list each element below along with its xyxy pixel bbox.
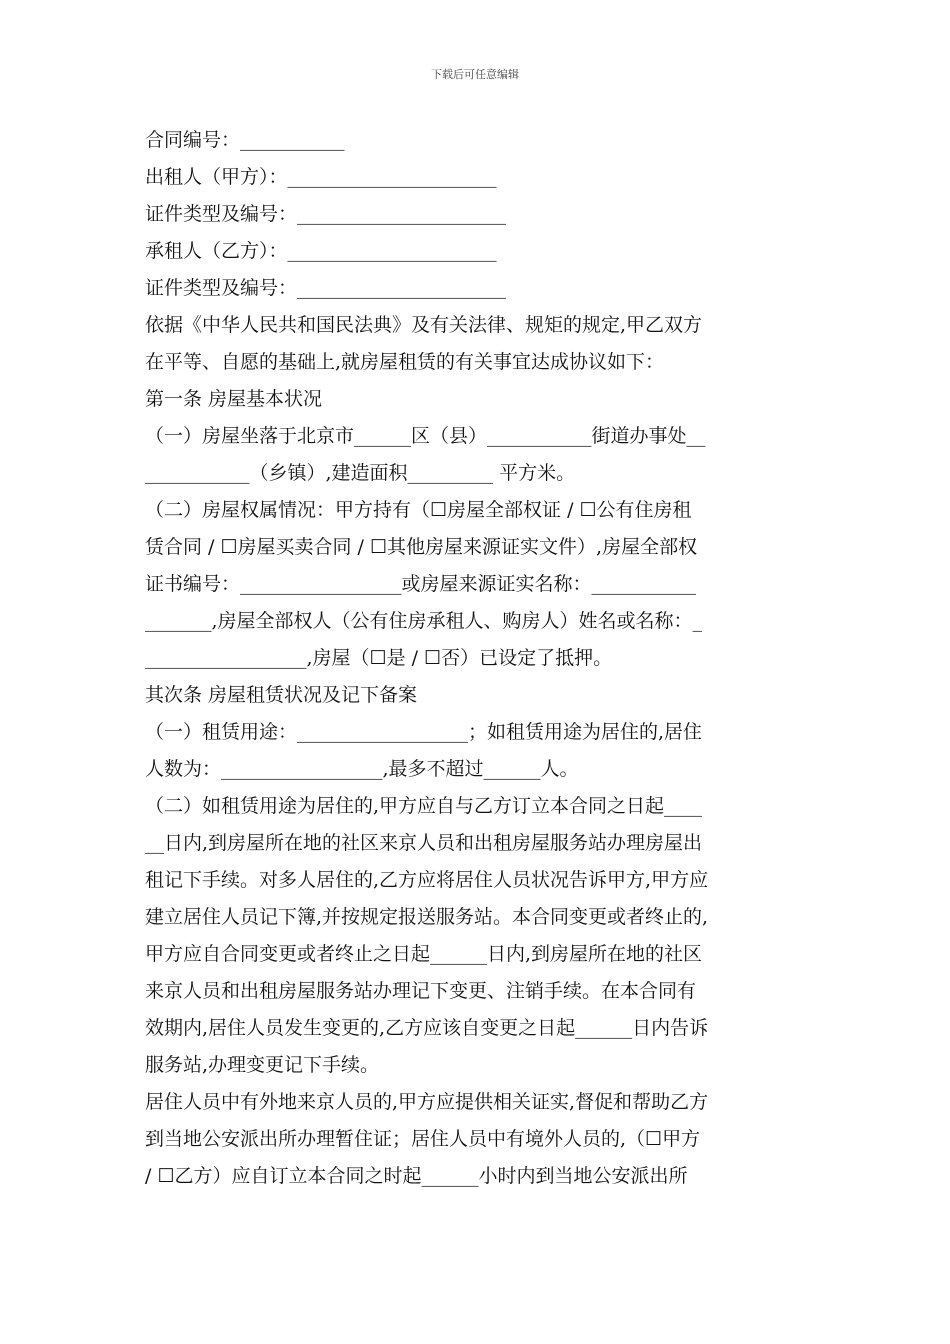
text-line: 依据《中华人民共和国民法典》及有关法律、规矩的规定,甲乙双方 [145,314,703,336]
text-line: ___________（乡镇）,建造面积_________ 平方米。 [145,462,576,484]
lessee-line: 承租人（乙方）：______________________ [145,240,497,262]
text-line: （二）如租赁用途为居住的,甲方应自与乙方订立本合同之日起____ [145,795,703,817]
text-line: （一）房屋坐落于北京市______区（县）___________街道办事处__ [145,425,706,447]
text-line: 证书编号：_________________或房屋来源证实名称：___________ [145,573,697,595]
contract-number-line: 合同编号：___________ [145,129,345,151]
text-line: 甲方应自合同变更或者终止之日起______日内,到房屋所在地的社区 [145,943,703,965]
text-line: 赁合同 / ☐房屋买卖合同 / ☐其他房屋来源证实文件）,房屋全部权 [145,536,698,558]
section-heading: 其次条 房屋租赁状况及记下备案 [145,684,418,706]
text-line: 建立居住人员记下簿,并按规定报送服务站。本合同变更或者终止的, [145,906,709,928]
lessee-id-line: 证件类型及编号：______________________ [145,277,507,299]
text-line: （一）租赁用途：__________________；如租赁用途为居住的,居住 [145,721,703,743]
text-line: / ☐乙方）应自订立本合同之时起______小时内到当地公安派出所 [145,1165,688,1187]
text-line: 在平等、自愿的基础上,就房屋租赁的有关事宜达成协议如下： [145,351,665,373]
text-line: 居住人员中有外地来京人员的,甲方应提供相关证实,督促和帮助乙方 [145,1091,709,1113]
text-line: 效期内,居住人员发生变更的,乙方应该自变更之日起______日内告诉 [145,1017,709,1039]
text-line: 租记下手续。对多人居住的,乙方应将居住人员状况告诉甲方,甲方应 [145,869,709,891]
section-heading: 第一条 房屋基本状况 [145,388,323,410]
lessor-id-line: 证件类型及编号：______________________ [145,203,507,225]
text-line: _________________,房屋（☐是 / ☐否）已设定了抵押。 [145,647,613,669]
text-line: __日内,到房屋所在地的社区来京人员和出租房屋服务站办理房屋出 [145,832,703,854]
document-body [145,122,807,1195]
text-line: 服务站,办理变更记下手续。 [145,1054,380,1076]
lessor-line: 出租人（甲方）：______________________ [145,166,497,188]
text-line: _______,房屋全部权人（公有住房承租人、购房人）姓名或名称：_ [145,610,703,632]
text-line: 到当地公安派出所办理暂住证；居住人员中有境外人员的,（☐甲方 [145,1128,701,1150]
text-line: （二）房屋权属情况：甲方持有（☐房屋全部权证 / ☐公有住房租 [145,499,692,521]
text-line: 人数为：_________________,最多不超过______人。 [145,758,579,780]
text-line: 来京人员和出租房屋服务站办理记下变更、注销手续。在本合同有 [145,980,697,1002]
page-header: 下载后可任意编辑 [431,68,519,81]
